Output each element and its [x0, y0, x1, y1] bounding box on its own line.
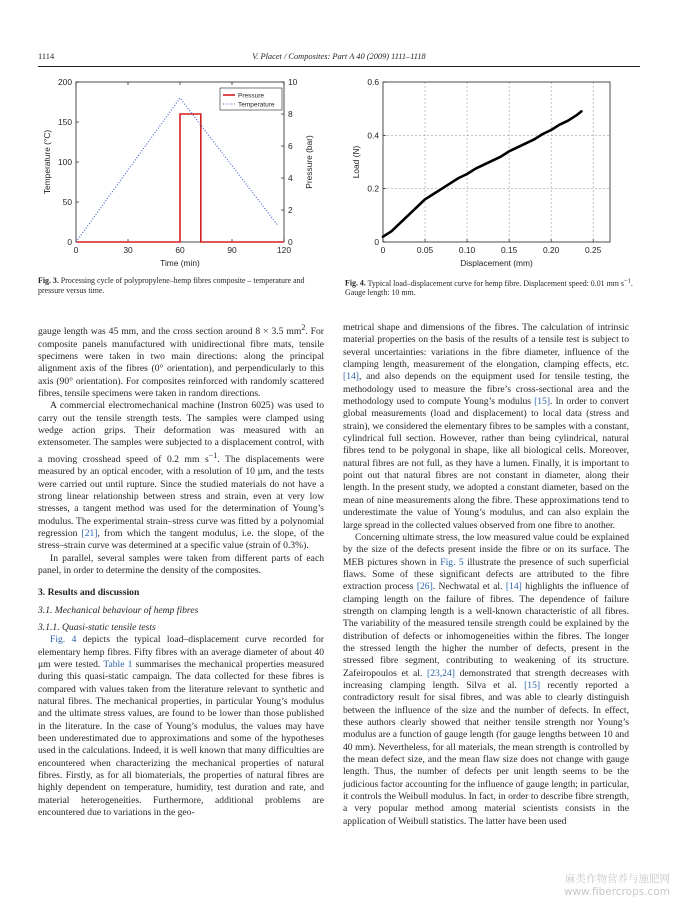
x-tick-label: 90: [227, 245, 237, 255]
y-tick-label: 0: [67, 237, 72, 247]
legend-label: Temperature: [238, 101, 275, 109]
y2-tick-label: 10: [288, 77, 298, 87]
plot-frame: [383, 82, 610, 242]
legend-label: Pressure: [238, 92, 265, 100]
paragraph: metrical shape and dimensions of the fibres. The calculation of intrinsic material properties on the basis of the results of a tensile test is subject to several uncertainties: variations in the fibre diameter, influence of the clamping length, measurement of the elongation, clamping effects, etc. [14], and also depends on the equipment used for tensile testing, the methodology used to measure the fibre’s cross-sectional area and the methodology used to compute Young’s modulus [15]. In order to convert global measurements (load and displacement) to local data (stress and strain), we considered the elementary fibres to be samples with a constant, cylindrical full section. However, rather than being cylindrical, natural fibres tend to be polygonal in shape, like all biological cells. Moreover, natural fibres are not full, as they have a lumen. Finally, it is important to point out that natural fibres are not constant in diameter, along their length. In the present study, we adopted a constant diameter, based on the mean of nine measurements along the fibre. These approximations tend to underestimate the value of Young’s modulus, and can also explain the large spread in the collected values observed from one fibre to another.: [343, 322, 629, 531]
y-tick-label: 0.2: [367, 183, 379, 194]
y2-tick-label: 2: [288, 205, 293, 215]
page-number: 1114: [38, 52, 55, 61]
y2-tick-label: 0: [288, 237, 293, 247]
y-axis-label: Load (N): [351, 145, 361, 179]
y-tick-label: 0: [374, 237, 379, 247]
fig3-caption: [38, 276, 328, 295]
y2-axis-label: Pressure (bar): [304, 135, 314, 189]
fig3-caption-text: Processing cycle of polypropylene–hemp fibres composite – temperature and pressure versus time.: [38, 276, 305, 295]
x-tick-label: 0.05: [416, 245, 434, 255]
left-column: [38, 322, 324, 819]
x-tick-label: 0.20: [542, 245, 560, 255]
watermark-line: 麻类作物营养与施肥网: [565, 873, 670, 885]
section-heading: 3. Results and discussion: [38, 587, 140, 599]
fig3-caption-label: Fig. 3.: [38, 276, 59, 285]
watermark: [564, 873, 670, 899]
fig3-chart: [30, 72, 335, 272]
x-axis-label: Displacement (mm): [460, 258, 533, 268]
y-tick-label: 100: [58, 157, 72, 167]
y-tick-label: 200: [58, 77, 72, 87]
y-tick-label: 150: [58, 117, 72, 127]
x-tick-label: 60: [175, 245, 185, 255]
x-tick-label: 0: [73, 245, 79, 255]
y2-tick-label: 4: [288, 173, 293, 183]
fig4-caption: [345, 276, 640, 298]
series-line-load: [383, 111, 581, 236]
fig4-chart: [345, 72, 640, 272]
running-header: V. Placet / Composites: Part A 40 (2009) 1111–1118: [252, 52, 426, 61]
y-tick-label: 0.6: [367, 77, 379, 87]
x-axis-label: Time (min): [160, 258, 200, 268]
paragraph: Fig. 4 depicts the typical load–displacement curve recorded for elementary hemp fibres. Fifty fibres with an average diameter of about 40 μm were tested. Table 1 summarises the mechanical properties measured during this quasi-static campaign. The data collected for these fibres is compared with values taken from the literature relevant to synthetic and natural fibres. The mechanical properties, in particular Young’s modulus and the ultimate stress values, are found to be lower than those published in the literature. In the case of Young’s modulus, the values may have been underestimated due to approximations and some of the hypotheses used in the calculations. Indeed, it is well known that many difficulties are encountered when characterizing the mechanical properties of natural fibres. Firstly, as for all biomaterials, the properties of natural fibres are highly dependent on temperature, humidity, test duration and rate, and material heterogeneities. Furthermore, additional problems are encountered due to variations in the geo-: [38, 634, 325, 819]
paragraph: gauge length was 45 mm, and the cross section around 8 × 3.5 $mm^2$. For composite panels manufactured with unidirectional fibre mats, tensile specimens were taken in two main directions: along the principal alignment axis of the fibres (0° orientation), and perpendicularly to this axis (90° orientation). For composites reinforced with randomly scattered fibres, tensile specimens were taken in random directions.: [38, 323, 325, 399]
x-tick-label: 0.25: [585, 245, 602, 255]
paragraph: In parallel, several samples were taken from different parts of each panel, in order to determine the density of the composites.: [38, 552, 324, 576]
x-tick-label: 0: [380, 245, 386, 255]
y2-tick-label: 6: [288, 141, 293, 151]
fig4-caption-label: Fig. 4.: [345, 278, 366, 288]
x-tick-label: 120: [277, 245, 291, 255]
subsubsection-heading: 3.1.1. Quasi-static tensile tests: [38, 621, 156, 633]
x-tick-label: 30: [123, 245, 133, 255]
header-rule: [38, 66, 640, 67]
fig4-caption-text: Typical load–displacement curve for hemp fibre. Displacement speed: 0.01 mm $s^{-1}$. Gauge length: 10 mm.: [345, 277, 633, 298]
watermark-line: www.fibercrops.com: [563, 886, 670, 898]
y-tick-label: 0.4: [367, 130, 379, 141]
right-column: [343, 322, 629, 828]
y-axis-label: Temperature (°C): [42, 129, 52, 195]
paragraph: Concerning ultimate stress, the low measured value could be explained by the size of the defects present inside the fibre or on its surface. The MEB pictures shown in Fig. 5 illustrate the presence of such superficial flaws. Some of these significant defects are attributed to the fibre extraction process [26]. Nechwatal et al. [14] highlights the influence of clamping length on the failure of fibres. The dependence of failure strength on clamping length is a well-known characteristic of all fibres. The variability of the measured tensile strength could be explained by the distribution of defects or inhomogeneities within the fibres. The longer the stressed length the higher the number of defects, present in the stressed fibre segment, contributing to weakening of its structure. Zafeiropoulos et al. [23,24] demonstrated that strength decreases with increasing clamping length. Silva et al. [15] recently reported a contradictory result for sisal fibres, and was able to clearly distinguish between the influence of the size and the number of defects. In effect, these authors clearly showed that neither tensile strength nor Young’s modulus are a function of gauge length (for gauge lengths between 10 and 40 mm). Nevertheless, for all materials, the mean strength is controlled by the mean defect size, and the mean flaw size does not change with gauge length. Thus, the number of defects per unit length seems to be the judicious factor accounting for the influence of gauge length; in particular, it controls the Weibull modulus. In fact, in order to describe fibre strength, a very popular method among material scientists consists in the application of Weibull statistics. The latter have been used: [343, 531, 629, 827]
x-tick-label: 0.15: [500, 245, 518, 255]
y-tick-label: 50: [62, 197, 72, 207]
paragraph: A commercial electromechanical machine (Instron 6025) was used to carry out the tensile strength tests. The samples were clamped using wedge action grips. Their deformation was measured with an extensometer. The samples were subjected to a displacement control, with a moving crosshead speed of 0.2 mm $s^{-1}$. The displacements were measured by an optical encoder, with a resolution of 10 μm, and the tests were carried out until rupture. Since the studied materials do not have a strong linear relationship between stress and strain, even at very low stresses, a tangent method was used for the determination of Young’s modulus. The experimental strain–stress curve was fitted by a polynomial regression [21], from which the tangent modulus, i.e. the slope, of the stress–strain curve was determined at a specific value (strain of 0.3%).: [38, 400, 325, 552]
subsection-heading: 3.1. Mechanical behaviour of hemp fibres: [38, 604, 199, 616]
series-line-pressure: [76, 114, 284, 242]
y2-tick-label: 8: [288, 109, 293, 119]
series-line-temperature: [76, 98, 277, 242]
x-tick-label: 0.10: [458, 245, 476, 255]
